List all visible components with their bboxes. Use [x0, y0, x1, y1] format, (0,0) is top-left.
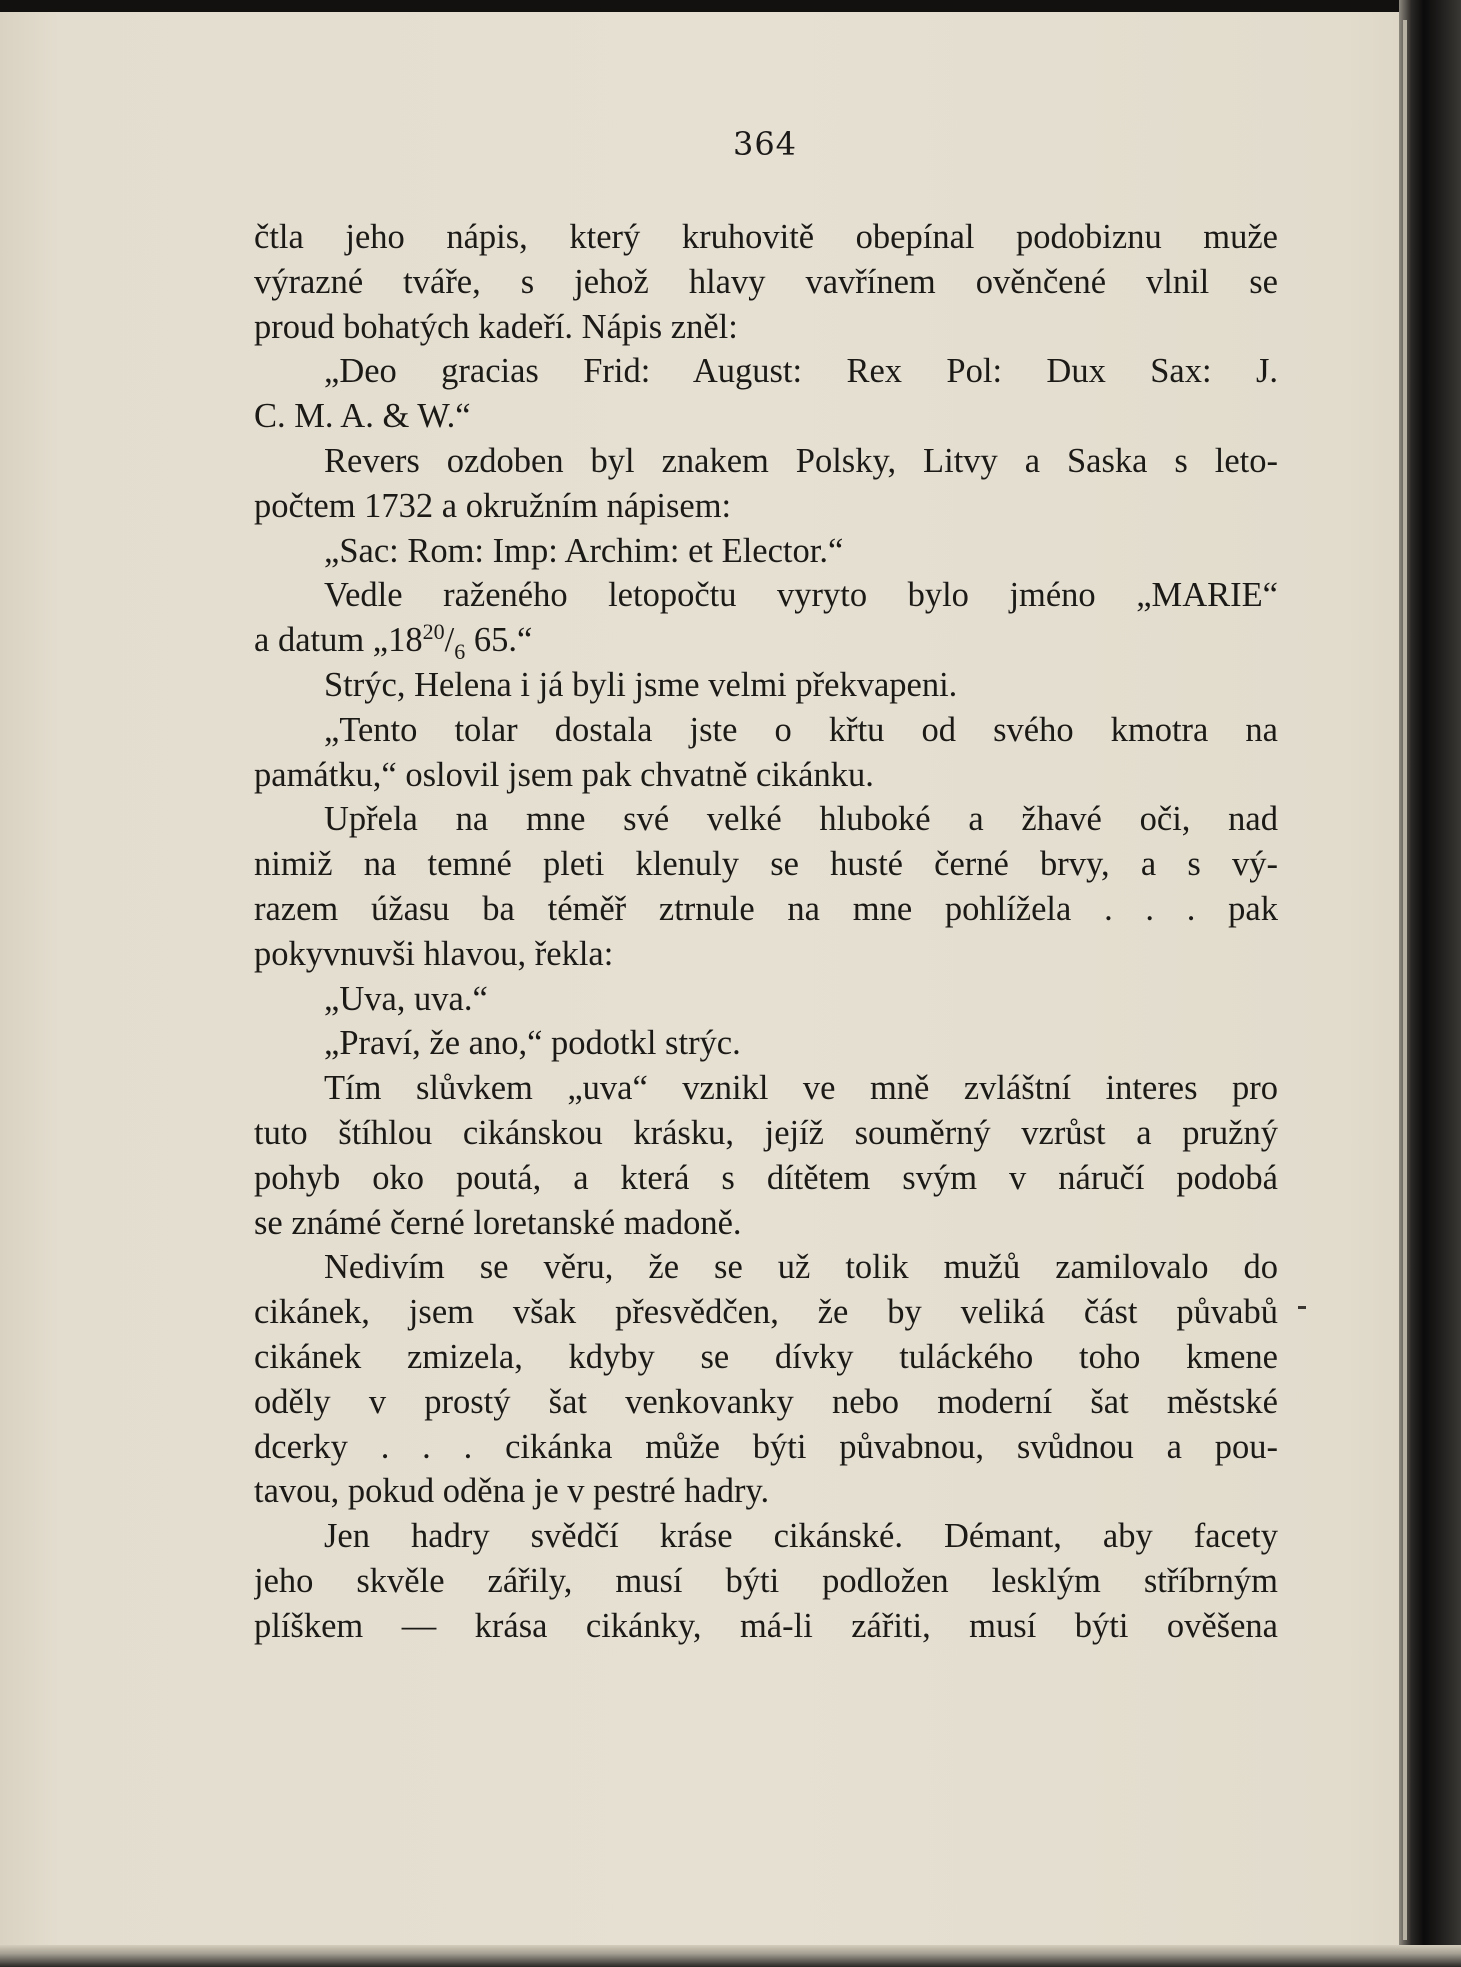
text-line: Vedle raženého letopočtu vyryto bylo jméno „MARIE“	[324, 576, 1278, 615]
text-line: tuto štíhlou cikánskou krásku, jejíž souměrný vzrůst a pružný	[254, 1113, 1278, 1152]
text-line: „Praví, že ano,“ podotkl strýc.	[324, 1024, 741, 1063]
text-line: počtem 1732 a okružním nápisem:	[254, 486, 732, 525]
text-line: výrazné tváře, s jehož hlavy vavřínem ověnčené vlnil se	[254, 262, 1278, 301]
text-line: cikánek, jsem však přesvědčen, že by veliká část půvabů	[254, 1293, 1278, 1332]
text-line: cikánek zmizela, kdyby se dívky tuláckého toho kmene	[254, 1337, 1278, 1376]
body-text	[254, 215, 1278, 1649]
date-slash: /	[444, 621, 455, 660]
text-line: Tím slůvkem „uva“ vznikl ve mně zvláštní interes pro	[324, 1069, 1278, 1108]
text-line: „Tento tolar dostala jste o křtu od svého kmotra na	[324, 710, 1278, 749]
text-line: Strýc, Helena i já byli jsme velmi překvapeni.	[324, 665, 958, 704]
text-line: čtla jeho nápis, který kruhovitě obepínal podobiznu muže	[254, 218, 1278, 256]
text-line: „Deo gracias Frid: August: Rex Pol: Dux Sax: J.	[324, 352, 1278, 391]
text-line: Jen hadry svědčí kráse cikánské. Démant, aby facety	[324, 1517, 1278, 1556]
page-edge-line	[1403, 20, 1407, 1940]
text-line: pohyb oko poutá, a která s dítětem svým v náručí podobá	[254, 1158, 1278, 1197]
text-line: nimiž na temné pleti klenuly se husté černé brvy, a s vý-	[254, 845, 1278, 884]
text-line: Upřela na mne své velké hluboké a žhavé oči, nad	[324, 800, 1278, 839]
text-line: C. M. A. & W.“	[254, 397, 471, 436]
text-line: pokyvnuvši hlavou, řekla:	[254, 934, 614, 973]
text-line: plíškem — krása cikánky, má-li zářiti, musí býti ověšena	[254, 1606, 1278, 1645]
book-binding-edge	[1399, 0, 1461, 1967]
date-prefix: a datum „18	[254, 621, 423, 660]
text-line: jeho skvěle zářily, musí býti podložen lesklým stříbrným	[254, 1561, 1278, 1600]
text-line: tavou, pokud oděna je v pestré hadry.	[254, 1472, 770, 1511]
text-line: oděly v prostý šat venkovanky nebo moderní šat městské	[254, 1382, 1278, 1421]
text-line: se známé černé loretanské madoně.	[254, 1203, 742, 1242]
date-suffix: 65.“	[465, 621, 533, 660]
text-line: „Sac: Rom: Imp: Archim: et Elector.“	[324, 531, 844, 570]
text-line: proud bohatých kadeří. Nápis zněl:	[254, 307, 738, 346]
text-line: razem úžasu ba téměř ztrnule na mne pohlížela . . . pak	[254, 889, 1278, 928]
text-line: dcerky . . . cikánka může býti půvabnou, svůdnou a pou-	[254, 1427, 1278, 1466]
date-subscript: 6	[454, 639, 466, 663]
text-line: Nedivím se věru, že se už tolik mužů zamilovalo do	[324, 1248, 1278, 1287]
page-number: 364	[732, 125, 798, 163]
bottom-border	[0, 1945, 1461, 1967]
text-line-date	[254, 618, 1278, 663]
date-superscript: 20	[422, 619, 445, 645]
text-line: památku,“ oslovil jsem pak chvatně cikánku.	[254, 755, 874, 794]
margin-mark	[1298, 1306, 1306, 1309]
top-border	[0, 0, 1461, 12]
text-line: „Uva, uva.“	[324, 979, 488, 1018]
text-line: Revers ozdoben byl znakem Polsky, Litvy a Saska s leto-	[324, 441, 1278, 480]
